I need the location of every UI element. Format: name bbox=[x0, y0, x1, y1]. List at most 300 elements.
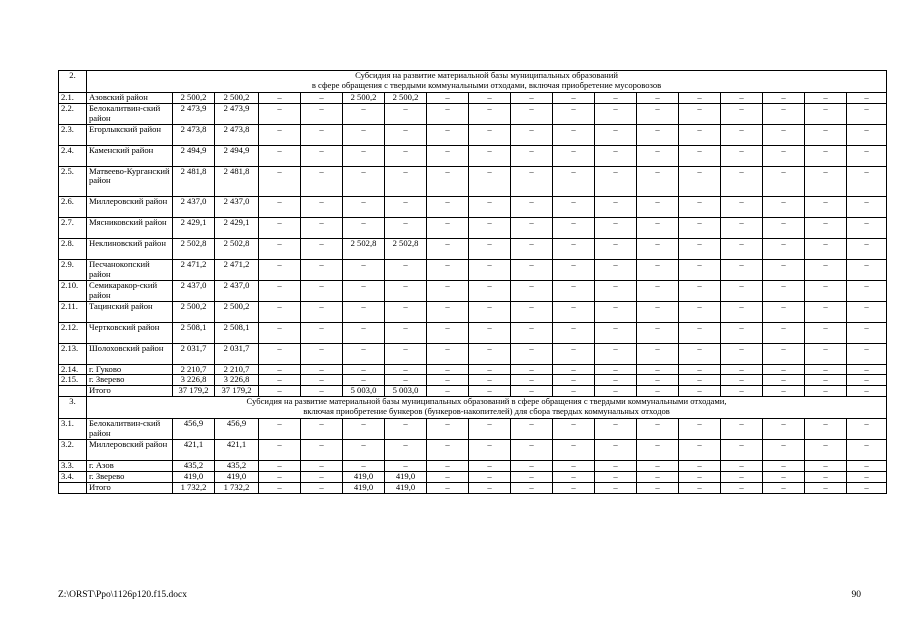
value-cell: – bbox=[301, 375, 343, 386]
value-cell: – bbox=[721, 145, 763, 166]
value-cell: – bbox=[511, 364, 553, 375]
value-cell: – bbox=[763, 482, 805, 493]
value-total-cell: 435,2 bbox=[173, 461, 215, 472]
value-cell: – bbox=[553, 364, 595, 375]
value-cell: – bbox=[427, 343, 469, 364]
value-cell: 419,0 bbox=[385, 471, 427, 482]
value-cell: – bbox=[637, 103, 679, 124]
value-cell: – bbox=[763, 239, 805, 260]
value-cell: – bbox=[595, 218, 637, 239]
value-cell: – bbox=[469, 93, 511, 104]
value-cell: – bbox=[679, 482, 721, 493]
value-cell: – bbox=[637, 218, 679, 239]
value-cell: – bbox=[763, 440, 805, 461]
value-cell: – bbox=[343, 197, 385, 218]
value-cell: – bbox=[385, 364, 427, 375]
value-total-cell: 2 494,9 bbox=[173, 145, 215, 166]
table-row bbox=[59, 239, 887, 260]
value-cell: – bbox=[301, 461, 343, 472]
value-cell: – bbox=[847, 145, 887, 166]
value-cell: – bbox=[259, 461, 301, 472]
row-number: 2.11. bbox=[59, 301, 87, 322]
value-cell: 456,9 bbox=[215, 419, 259, 440]
value-cell: – bbox=[637, 301, 679, 322]
value-cell: – bbox=[469, 343, 511, 364]
value-cell: – bbox=[427, 124, 469, 145]
value-cell: – bbox=[553, 145, 595, 166]
value-cell: – bbox=[511, 419, 553, 440]
value-cell: – bbox=[805, 419, 847, 440]
value-cell: – bbox=[259, 197, 301, 218]
value-cell: – bbox=[427, 322, 469, 343]
value-cell: – bbox=[847, 471, 887, 482]
value-cell: – bbox=[595, 482, 637, 493]
value-cell: – bbox=[595, 471, 637, 482]
value-cell: – bbox=[805, 239, 847, 260]
municipality-name: Белокалитвин-ский район bbox=[87, 419, 173, 440]
value-cell: – bbox=[763, 364, 805, 375]
value-cell: – bbox=[847, 419, 887, 440]
municipality-name: Азовский район bbox=[87, 93, 173, 104]
value-cell: – bbox=[721, 93, 763, 104]
value-cell: – bbox=[763, 124, 805, 145]
section-title bbox=[87, 397, 887, 419]
row-number: 2.7. bbox=[59, 218, 87, 239]
table-row bbox=[59, 260, 887, 281]
value-cell: – bbox=[301, 145, 343, 166]
value-cell: – bbox=[553, 197, 595, 218]
value-cell: – bbox=[679, 343, 721, 364]
value-cell: – bbox=[301, 482, 343, 493]
table-row bbox=[59, 364, 887, 375]
value-cell: – bbox=[595, 386, 637, 397]
value-cell: – bbox=[511, 482, 553, 493]
row-number: 2.10. bbox=[59, 280, 87, 301]
value-total-cell: 456,9 bbox=[173, 419, 215, 440]
value-total-cell: 1 732,2 bbox=[173, 482, 215, 493]
municipality-name: Тацинский район bbox=[87, 301, 173, 322]
value-cell: – bbox=[511, 197, 553, 218]
value-cell: – bbox=[595, 419, 637, 440]
municipality-name: Неклиновский район bbox=[87, 239, 173, 260]
table-row bbox=[59, 218, 887, 239]
value-cell: – bbox=[301, 322, 343, 343]
value-cell: – bbox=[259, 322, 301, 343]
value-cell: – bbox=[637, 280, 679, 301]
municipality-name: Чертковский район bbox=[87, 322, 173, 343]
value-cell: – bbox=[553, 239, 595, 260]
value-cell: – bbox=[847, 166, 887, 197]
value-cell: – bbox=[805, 461, 847, 472]
value-cell: 2 429,1 bbox=[215, 218, 259, 239]
value-cell: – bbox=[511, 386, 553, 397]
value-cell: – bbox=[301, 280, 343, 301]
value-cell: – bbox=[259, 93, 301, 104]
value-cell: – bbox=[721, 482, 763, 493]
value-cell: – bbox=[427, 280, 469, 301]
value-cell: – bbox=[763, 93, 805, 104]
value-cell: – bbox=[637, 93, 679, 104]
value-cell: – bbox=[637, 260, 679, 281]
row-number: 2.1. bbox=[59, 93, 87, 104]
value-cell: – bbox=[763, 145, 805, 166]
municipality-name: Мясниковский район bbox=[87, 218, 173, 239]
value-cell: – bbox=[511, 375, 553, 386]
value-cell: 5 003,0 bbox=[385, 386, 427, 397]
value-cell: 2 471,2 bbox=[215, 260, 259, 281]
value-cell: 2 494,9 bbox=[215, 145, 259, 166]
municipality-name: Матвеево-Курганский район bbox=[87, 166, 173, 197]
value-cell: – bbox=[847, 343, 887, 364]
value-cell: 2 437,0 bbox=[215, 280, 259, 301]
table-row bbox=[59, 124, 887, 145]
value-total-cell: 2 481,8 bbox=[173, 166, 215, 197]
value-cell: – bbox=[679, 419, 721, 440]
value-cell: – bbox=[553, 124, 595, 145]
value-cell: – bbox=[595, 239, 637, 260]
value-total-cell: 421,1 bbox=[173, 440, 215, 461]
value-cell: – bbox=[721, 322, 763, 343]
section-title-line: Субсидия на развитие материальной базы муниципальных образований в сфере обращения с твердыми коммунальными отходами, bbox=[246, 396, 727, 407]
value-cell: 2 473,9 bbox=[215, 103, 259, 124]
value-cell: – bbox=[469, 440, 511, 461]
value-cell: – bbox=[721, 419, 763, 440]
value-cell: – bbox=[847, 364, 887, 375]
value-cell: – bbox=[637, 461, 679, 472]
value-cell: – bbox=[511, 124, 553, 145]
value-cell: 419,0 bbox=[343, 471, 385, 482]
value-cell: – bbox=[763, 386, 805, 397]
footer-page-number: 90 bbox=[851, 590, 861, 600]
value-cell: – bbox=[469, 166, 511, 197]
value-cell: – bbox=[805, 280, 847, 301]
value-cell: 2 210,7 bbox=[215, 364, 259, 375]
value-cell: – bbox=[721, 124, 763, 145]
value-cell: – bbox=[847, 440, 887, 461]
value-cell: – bbox=[385, 375, 427, 386]
value-cell: – bbox=[595, 322, 637, 343]
value-cell: – bbox=[595, 260, 637, 281]
value-cell: – bbox=[511, 461, 553, 472]
value-cell: – bbox=[511, 260, 553, 281]
value-cell: – bbox=[301, 197, 343, 218]
value-cell: – bbox=[301, 386, 343, 397]
value-cell: – bbox=[511, 280, 553, 301]
value-cell: – bbox=[427, 260, 469, 281]
value-total-cell: 2 500,2 bbox=[173, 93, 215, 104]
value-cell: – bbox=[763, 197, 805, 218]
value-cell: – bbox=[469, 280, 511, 301]
row-number: 2.4. bbox=[59, 145, 87, 166]
municipality-name: Итого bbox=[87, 386, 173, 397]
value-cell: – bbox=[511, 471, 553, 482]
subsidy-table bbox=[58, 70, 887, 494]
row-number: 3.4. bbox=[59, 471, 87, 482]
value-cell: – bbox=[553, 440, 595, 461]
value-cell: – bbox=[469, 197, 511, 218]
value-cell: – bbox=[553, 322, 595, 343]
value-cell: – bbox=[511, 103, 553, 124]
row-number: 2.15. bbox=[59, 375, 87, 386]
value-cell: – bbox=[553, 218, 595, 239]
value-cell: – bbox=[385, 124, 427, 145]
value-cell: – bbox=[637, 322, 679, 343]
value-cell: – bbox=[343, 218, 385, 239]
value-cell: – bbox=[637, 386, 679, 397]
value-cell: 1 732,2 bbox=[215, 482, 259, 493]
value-cell: – bbox=[427, 364, 469, 375]
value-cell: 2 500,2 bbox=[215, 301, 259, 322]
value-cell: – bbox=[721, 343, 763, 364]
value-cell: – bbox=[847, 301, 887, 322]
value-cell: – bbox=[259, 482, 301, 493]
value-total-cell: 2 502,8 bbox=[173, 239, 215, 260]
municipality-name: г. Гуково bbox=[87, 364, 173, 375]
value-cell: – bbox=[511, 239, 553, 260]
value-cell: – bbox=[721, 375, 763, 386]
value-cell: – bbox=[721, 218, 763, 239]
value-cell: – bbox=[763, 419, 805, 440]
value-cell: 2 031,7 bbox=[215, 343, 259, 364]
table-row bbox=[59, 471, 887, 482]
value-cell: – bbox=[259, 364, 301, 375]
row-number: 2.5. bbox=[59, 166, 87, 197]
value-cell: – bbox=[679, 440, 721, 461]
value-cell: 5 003,0 bbox=[343, 386, 385, 397]
value-cell: – bbox=[259, 124, 301, 145]
value-cell: – bbox=[385, 440, 427, 461]
value-cell: – bbox=[427, 239, 469, 260]
municipality-name: Миллеровский район bbox=[87, 440, 173, 461]
value-cell: – bbox=[385, 419, 427, 440]
value-cell: – bbox=[259, 166, 301, 197]
value-cell: – bbox=[805, 103, 847, 124]
value-cell: – bbox=[847, 260, 887, 281]
value-cell: 2 502,8 bbox=[215, 239, 259, 260]
table-row bbox=[59, 301, 887, 322]
value-cell: – bbox=[763, 260, 805, 281]
value-cell: – bbox=[259, 260, 301, 281]
value-cell: – bbox=[679, 386, 721, 397]
value-cell: 2 500,2 bbox=[215, 93, 259, 104]
value-cell: – bbox=[679, 93, 721, 104]
value-cell: – bbox=[721, 280, 763, 301]
value-cell: – bbox=[553, 93, 595, 104]
value-cell: – bbox=[343, 260, 385, 281]
value-cell: – bbox=[553, 260, 595, 281]
value-cell: – bbox=[301, 260, 343, 281]
row-number bbox=[59, 386, 87, 397]
value-cell: – bbox=[469, 471, 511, 482]
municipality-name: Миллеровский район bbox=[87, 197, 173, 218]
value-cell: – bbox=[805, 93, 847, 104]
value-cell: – bbox=[301, 440, 343, 461]
value-cell: – bbox=[343, 166, 385, 197]
value-cell: – bbox=[721, 166, 763, 197]
value-cell: – bbox=[301, 343, 343, 364]
row-number: 2.9. bbox=[59, 260, 87, 281]
value-cell: – bbox=[805, 482, 847, 493]
value-cell: – bbox=[595, 343, 637, 364]
value-cell: – bbox=[679, 145, 721, 166]
table-row bbox=[59, 280, 887, 301]
value-cell: – bbox=[385, 166, 427, 197]
value-cell: – bbox=[259, 239, 301, 260]
value-total-cell: 419,0 bbox=[173, 471, 215, 482]
value-cell: – bbox=[595, 280, 637, 301]
value-cell: – bbox=[679, 301, 721, 322]
value-cell: – bbox=[805, 197, 847, 218]
municipality-name: г. Зверево bbox=[87, 375, 173, 386]
value-cell: – bbox=[469, 419, 511, 440]
municipality-name: Семикаракор-ский район bbox=[87, 280, 173, 301]
value-cell: – bbox=[511, 93, 553, 104]
value-cell: – bbox=[553, 280, 595, 301]
value-cell: – bbox=[427, 218, 469, 239]
municipality-name: г. Азов bbox=[87, 461, 173, 472]
value-cell: – bbox=[847, 322, 887, 343]
value-cell: – bbox=[259, 280, 301, 301]
value-cell: – bbox=[847, 386, 887, 397]
table-row bbox=[59, 419, 887, 440]
value-cell: – bbox=[847, 197, 887, 218]
value-cell: – bbox=[679, 166, 721, 197]
value-cell: – bbox=[259, 218, 301, 239]
value-cell: – bbox=[343, 419, 385, 440]
value-cell: – bbox=[637, 364, 679, 375]
value-cell: – bbox=[469, 103, 511, 124]
value-cell: – bbox=[385, 103, 427, 124]
value-cell: – bbox=[385, 301, 427, 322]
section-number: 3. bbox=[59, 397, 87, 419]
value-cell: – bbox=[637, 239, 679, 260]
value-cell: – bbox=[511, 145, 553, 166]
section-header-row bbox=[59, 397, 887, 419]
value-cell: – bbox=[763, 322, 805, 343]
value-cell: – bbox=[385, 218, 427, 239]
value-cell: – bbox=[427, 482, 469, 493]
footer-file-path: Z:\ORST\Ppo\1126p120.f15.docx bbox=[58, 590, 187, 600]
municipality-name: г. Зверево bbox=[87, 471, 173, 482]
value-cell: 419,0 bbox=[385, 482, 427, 493]
row-number: 2.14. bbox=[59, 364, 87, 375]
value-cell: – bbox=[469, 218, 511, 239]
value-cell: – bbox=[637, 166, 679, 197]
value-cell: – bbox=[553, 482, 595, 493]
value-cell: – bbox=[469, 301, 511, 322]
value-cell: – bbox=[469, 375, 511, 386]
value-cell: – bbox=[637, 482, 679, 493]
value-cell: – bbox=[469, 239, 511, 260]
municipality-name: Итого bbox=[87, 482, 173, 493]
value-cell: – bbox=[553, 166, 595, 197]
value-cell: – bbox=[595, 103, 637, 124]
value-cell: – bbox=[427, 471, 469, 482]
value-cell: – bbox=[511, 218, 553, 239]
value-cell: – bbox=[301, 93, 343, 104]
value-cell: – bbox=[427, 461, 469, 472]
value-cell: – bbox=[763, 301, 805, 322]
value-cell: – bbox=[721, 197, 763, 218]
value-cell: – bbox=[847, 218, 887, 239]
value-cell: – bbox=[763, 461, 805, 472]
row-number: 2.2. bbox=[59, 103, 87, 124]
section-title-line: Субсидия на развитие материальной базы муниципальных образований bbox=[355, 70, 618, 80]
value-cell: – bbox=[301, 239, 343, 260]
value-cell: – bbox=[343, 440, 385, 461]
value-cell: – bbox=[343, 124, 385, 145]
municipality-name: Каменский район bbox=[87, 145, 173, 166]
value-cell: – bbox=[637, 419, 679, 440]
value-cell: 419,0 bbox=[215, 471, 259, 482]
value-cell: – bbox=[553, 103, 595, 124]
row-number: 2.8. bbox=[59, 239, 87, 260]
value-cell: – bbox=[385, 322, 427, 343]
value-cell: – bbox=[259, 471, 301, 482]
value-cell: – bbox=[385, 197, 427, 218]
value-cell: – bbox=[679, 103, 721, 124]
value-cell: – bbox=[427, 419, 469, 440]
value-cell: – bbox=[679, 124, 721, 145]
value-cell: – bbox=[343, 343, 385, 364]
value-cell: – bbox=[763, 103, 805, 124]
value-cell: – bbox=[343, 364, 385, 375]
value-cell: – bbox=[637, 471, 679, 482]
value-total-cell: 2 031,7 bbox=[173, 343, 215, 364]
value-cell: – bbox=[679, 280, 721, 301]
value-cell: – bbox=[721, 471, 763, 482]
value-cell: – bbox=[301, 301, 343, 322]
value-cell: – bbox=[637, 440, 679, 461]
value-cell: – bbox=[553, 343, 595, 364]
row-number: 2.6. bbox=[59, 197, 87, 218]
value-cell: – bbox=[721, 301, 763, 322]
value-cell: – bbox=[553, 386, 595, 397]
value-cell: – bbox=[847, 482, 887, 493]
value-cell: – bbox=[805, 364, 847, 375]
value-cell: – bbox=[301, 124, 343, 145]
value-cell: – bbox=[553, 461, 595, 472]
value-cell: 37 179,2 bbox=[215, 386, 259, 397]
value-cell: – bbox=[679, 218, 721, 239]
value-cell: – bbox=[259, 440, 301, 461]
value-cell: – bbox=[805, 145, 847, 166]
table-row bbox=[59, 103, 887, 124]
value-cell: – bbox=[427, 103, 469, 124]
municipality-name: Егорлыкский район bbox=[87, 124, 173, 145]
table-row bbox=[59, 93, 887, 104]
value-cell: – bbox=[385, 280, 427, 301]
row-number: 2.3. bbox=[59, 124, 87, 145]
value-cell: – bbox=[595, 440, 637, 461]
value-cell: – bbox=[427, 375, 469, 386]
table-row bbox=[59, 166, 887, 197]
value-cell: – bbox=[805, 260, 847, 281]
value-total-cell: 2 429,1 bbox=[173, 218, 215, 239]
value-cell: – bbox=[427, 197, 469, 218]
value-cell: – bbox=[805, 124, 847, 145]
value-cell: – bbox=[469, 461, 511, 472]
row-number: 2.12. bbox=[59, 322, 87, 343]
value-cell: – bbox=[763, 280, 805, 301]
value-cell: – bbox=[427, 440, 469, 461]
value-cell: – bbox=[385, 260, 427, 281]
value-total-cell: 2 471,2 bbox=[173, 260, 215, 281]
value-cell: – bbox=[763, 343, 805, 364]
total-row bbox=[59, 482, 887, 493]
value-cell: – bbox=[847, 103, 887, 124]
value-cell: – bbox=[763, 166, 805, 197]
